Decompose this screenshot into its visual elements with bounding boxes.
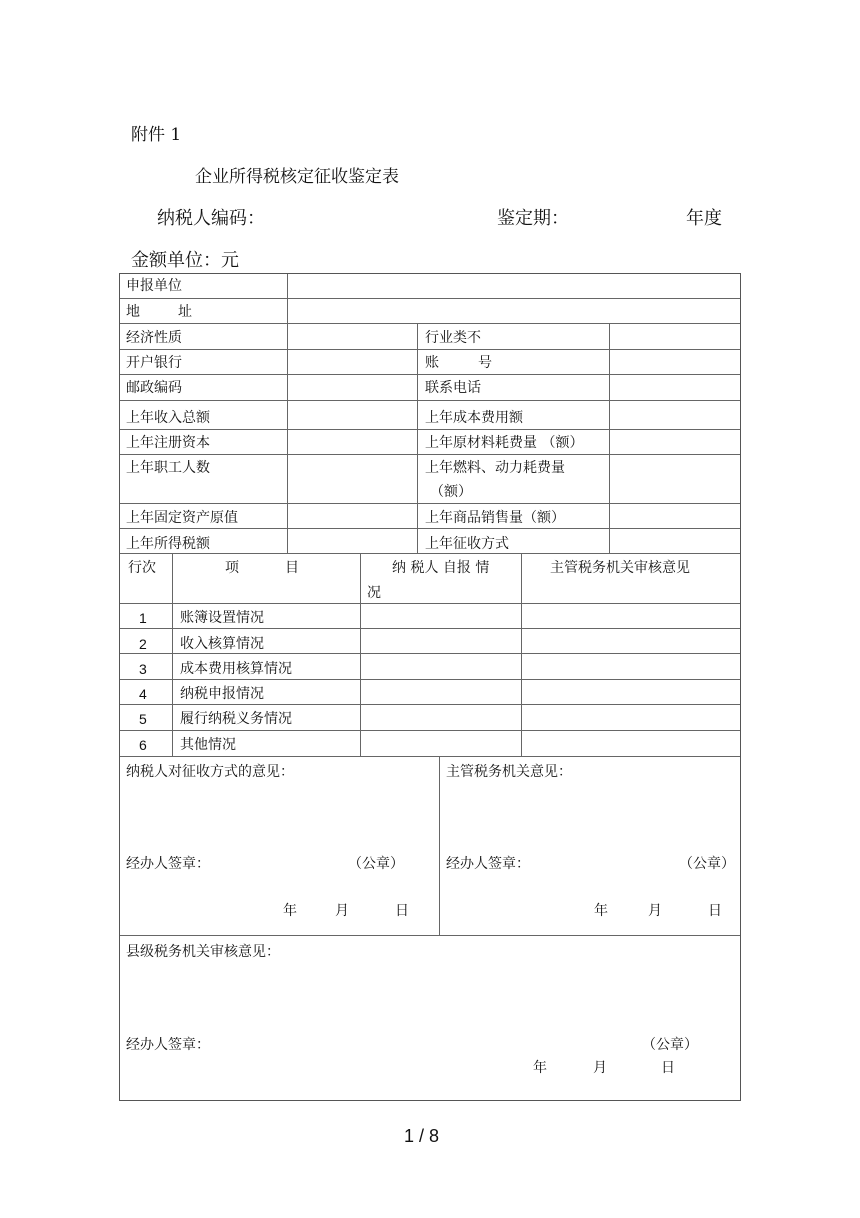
county-date-year: 年 — [533, 1060, 547, 1076]
col-header-self-report-1: 纳 税人 自报 情 — [392, 560, 490, 576]
attachment-label: 附件 1 — [131, 125, 182, 145]
authority-seal-label: （公章） — [679, 856, 735, 872]
year-label: 年度 — [686, 208, 722, 229]
item-no: 3 — [139, 661, 147, 677]
county-handler-label: 经办人签章： — [126, 1037, 210, 1053]
taxpayer-opinion-label: 纳税人对征收方式的意见： — [126, 764, 294, 780]
item-name: 账簿设置情况 — [180, 610, 264, 626]
label-bank: 开户银行 — [126, 355, 182, 371]
col-header-review: 主管税务机关审核意见 — [550, 560, 690, 576]
label-address-b: 址 — [178, 304, 192, 320]
taxpayer-code-label: 纳税人编码： — [157, 208, 265, 229]
label-account-b: 号 — [478, 355, 492, 371]
item-no: 1 — [139, 610, 147, 626]
authority-date-day: 日 — [708, 903, 722, 919]
label-tax-amount: 上年所得税额 — [126, 536, 210, 552]
label-collection-method: 上年征收方式 — [425, 536, 509, 552]
label-material: 上年原材料耗费量 （额） — [425, 435, 584, 451]
item-no: 6 — [139, 737, 147, 753]
col-header-item-a: 项 — [225, 560, 239, 576]
county-date-month: 月 — [593, 1060, 607, 1076]
item-no: 4 — [139, 686, 147, 702]
label-fuel-line1: 上年燃料、动力耗费量 — [425, 460, 565, 476]
taxpayer-date-month: 月 — [335, 903, 349, 919]
taxpayer-seal-label: （公章） — [348, 856, 404, 872]
taxpayer-date-day: 日 — [395, 903, 409, 919]
label-economic-nature: 经济性质 — [126, 330, 182, 346]
label-report-unit: 申报单位 — [126, 278, 182, 294]
item-no: 5 — [139, 711, 147, 727]
taxpayer-handler-label: 经办人签章： — [126, 856, 210, 872]
county-seal-label: （公章） — [642, 1037, 698, 1053]
col-header-item-b: 目 — [285, 560, 299, 576]
label-capital: 上年注册资本 — [126, 435, 210, 451]
authority-date-month: 月 — [648, 903, 662, 919]
col-header-no: 行次 — [128, 560, 156, 576]
item-name: 成本费用核算情况 — [180, 661, 292, 677]
label-cost-total: 上年成本费用额 — [425, 410, 523, 426]
label-fuel-line2: （额） — [430, 484, 472, 500]
authority-opinion-label: 主管税务机关意见： — [446, 764, 572, 780]
label-account-a: 账 — [425, 355, 439, 371]
amount-unit-label: 金额单位：元 — [131, 250, 239, 271]
label-fixed-assets: 上年固定资产原值 — [126, 510, 238, 526]
item-name: 收入核算情况 — [180, 636, 264, 652]
appraisal-form — [119, 273, 741, 1101]
label-address-a: 地 — [126, 304, 140, 320]
label-income-total: 上年收入总额 — [126, 410, 210, 426]
authority-handler-label: 经办人签章： — [446, 856, 530, 872]
label-staff: 上年职工人数 — [126, 460, 210, 476]
item-name: 其他情况 — [180, 737, 236, 753]
authority-date-year: 年 — [594, 903, 608, 919]
period-label: 鉴定期： — [497, 208, 569, 229]
label-phone: 联系电话 — [425, 380, 481, 396]
label-industry: 行业类不 — [425, 330, 481, 346]
county-date-day: 日 — [661, 1060, 675, 1076]
item-name: 纳税申报情况 — [180, 686, 264, 702]
taxpayer-date-year: 年 — [283, 903, 297, 919]
col-header-self-report-2: 况 — [367, 585, 381, 601]
item-no: 2 — [139, 636, 147, 652]
page-number: 1 / 8 — [404, 1126, 440, 1146]
item-name: 履行纳税义务情况 — [180, 711, 292, 727]
page-title: 企业所得税核定征收鉴定表 — [195, 167, 399, 187]
county-opinion-label: 县级税务机关审核意见： — [126, 944, 280, 960]
label-postcode: 邮政编码 — [126, 380, 182, 396]
label-sales: 上年商品销售量（额） — [425, 510, 565, 526]
